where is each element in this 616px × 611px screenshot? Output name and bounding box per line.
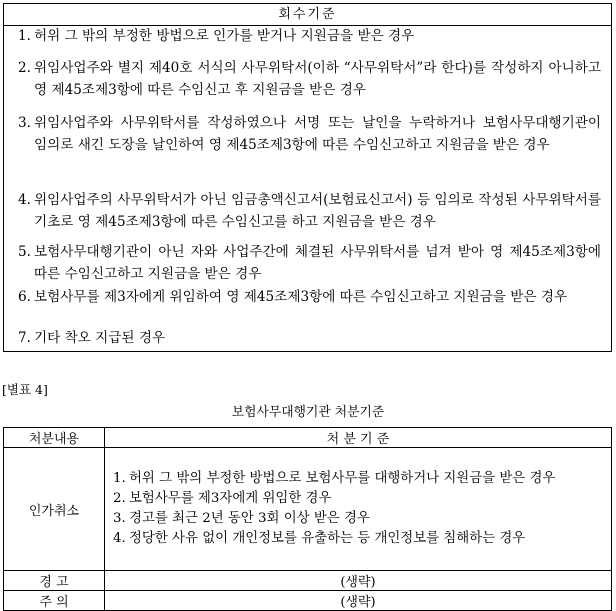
reclaim-item (18, 287, 601, 309)
item-text: 허위 그 밖의 부정한 방법으로 보험사무를 대행하거나 지원금을 받은 경우 (129, 471, 556, 486)
reclaim-criteria-header: 회수기준 (4, 4, 611, 26)
criteria-item (105, 489, 611, 509)
reclaim-item (18, 328, 601, 350)
reclaim-item (18, 58, 601, 101)
disposition-label: 인가취소 (4, 448, 105, 571)
criteria-item (105, 529, 611, 549)
item-number: 7. (18, 330, 31, 346)
disposition-label: 경 고 (4, 571, 105, 591)
item-number: 2. (113, 491, 126, 506)
item-text: 보험사무대행기관이 아닌 자와 사업주간에 체결된 사무위탁서를 넘겨 받아 영 제45조제3항에 따른 수임신고하고 지원금을 받은 경우 (34, 244, 601, 282)
disposition-label: 주 의 (4, 591, 105, 611)
reclaim-item (18, 113, 601, 156)
section-title: 보험사무대행기관 처분기준 (231, 405, 385, 420)
item-number: 5. (18, 244, 31, 260)
item-text: 허위 그 밖의 부정한 방법으로 인가를 받거나 지원금을 받은 경우 (34, 28, 415, 44)
item-text: 보험사무를 제3자에게 위임하여 영 제45조제3항에 따른 수임신고하고 지원금을 받은 경우 (34, 289, 568, 305)
reclaim-item (18, 242, 601, 285)
criteria-item (105, 469, 611, 489)
column-header-criteria: 처 분 기 준 (105, 428, 612, 448)
item-number: 1. (113, 471, 126, 486)
criteria-value: (생략) (105, 591, 612, 611)
item-number: 1. (18, 28, 31, 44)
table-header-row (4, 428, 612, 448)
column-header-disposition: 처분내용 (4, 428, 105, 448)
reclaim-item (18, 190, 601, 233)
item-text: 기타 착오 지급된 경우 (34, 330, 166, 346)
table-row (4, 591, 612, 611)
item-number: 2. (18, 60, 31, 76)
item-text: 정당한 사유 없이 개인정보를 유출하는 등 개인정보를 침해하는 경우 (129, 531, 526, 546)
item-number: 4. (113, 531, 126, 546)
item-text: 위임사업주와 사무위탁서를 작성하였으나 서명 또는 날인을 누락하거나 보험사무대행기관이 임의로 새긴 도장을 날인하여 영 제45조제3항에 따른 수임신고하고 지원금을 받은 경우 (34, 115, 601, 153)
item-text: 보험사무를 제3자에게 위임한 경우 (129, 491, 332, 506)
reclaim-criteria-table (3, 3, 612, 352)
item-text: 위임사업주의 사무위탁서가 아닌 임금총액신고서(보험료신고서) 등 임의로 작성된 사무위탁서를 기초로 영 제45조제3항에 따른 수임신고를 하고 지원금을 받은 경우 (34, 192, 601, 230)
table-row (4, 448, 612, 571)
criteria-item (105, 509, 611, 529)
item-number: 6. (18, 289, 31, 305)
table-row (4, 571, 612, 591)
reclaim-item (18, 26, 601, 48)
item-number: 3. (18, 115, 31, 131)
item-number: 4. (18, 192, 31, 208)
item-text: 위임사업주와 별지 제40호 서식의 사무위탁서(이하 “사무위탁서”라 한다)를 작성하지 아니하고 영 제45조제3항에 따른 수임신고 후 지원금을 받은 경우 (34, 60, 601, 98)
appendix-label: [별표 4] (2, 382, 48, 397)
item-number: 3. (113, 511, 126, 526)
criteria-value: (생략) (105, 571, 612, 591)
item-text: 경고를 최근 2년 동안 3회 이상 받은 경우 (129, 511, 370, 526)
criteria-cell (105, 448, 612, 571)
disposition-criteria-table (3, 427, 612, 611)
